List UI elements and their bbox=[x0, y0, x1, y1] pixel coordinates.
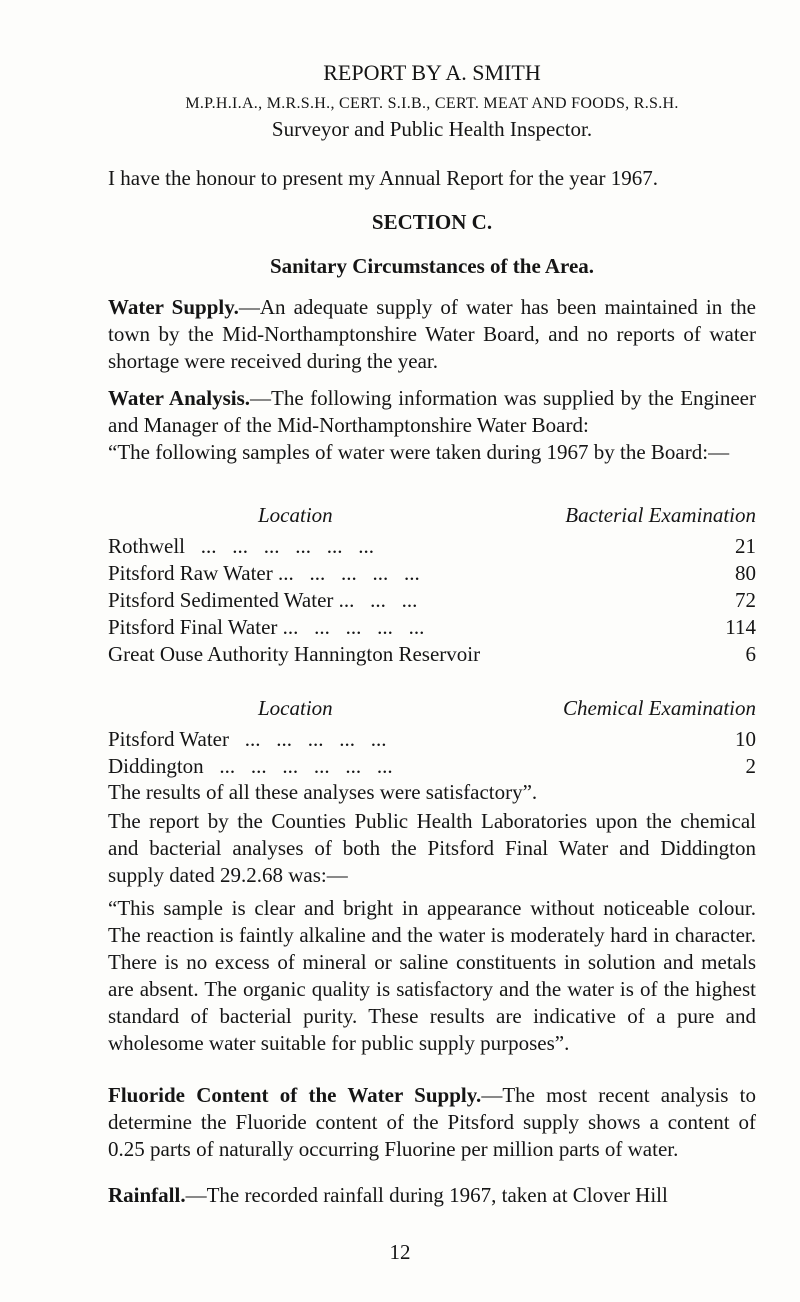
table-row bbox=[108, 641, 756, 668]
fluoride-text: —The most recent analysis to determine the Fluoride content of the Pitsford supply shows a content of 0.25 parts of naturally occurring Fluorine per million parts of water. bbox=[108, 1083, 756, 1161]
water-analysis-label: Water Analysis. bbox=[108, 386, 251, 410]
table-row bbox=[108, 753, 756, 780]
report-title: REPORT BY A. SMITH bbox=[323, 60, 541, 85]
intro-paragraph: I have the honour to present my Annual Report for the year 1967. bbox=[108, 166, 658, 190]
rainfall-label: Rainfall. bbox=[108, 1183, 186, 1207]
fluoride-label: Fluoride Content of the Water Supply. bbox=[108, 1083, 482, 1107]
water-supply-text: —An adequate supply of water has been maintained in the town by the Mid-Northamptonshire Water Board, and no reports of water shortage were received during the year. bbox=[108, 295, 757, 373]
chemical-col-location: Location bbox=[258, 696, 333, 720]
row-value: 2 bbox=[745, 754, 756, 778]
fluoride-paragraph bbox=[108, 1082, 756, 1163]
row-location: Pitsford Raw Water ... ... ... ... ... bbox=[108, 561, 420, 585]
row-location: Great Ouse Authority Hannington Reservoir bbox=[108, 642, 481, 666]
bacterial-table bbox=[108, 503, 756, 668]
chemical-table bbox=[108, 696, 756, 780]
water-supply-paragraph bbox=[108, 294, 756, 375]
bacterial-table-header bbox=[108, 503, 756, 528]
rainfall-text: —The recorded rainfall during 1967, taken at Clover Hill bbox=[185, 1183, 668, 1207]
row-location: Pitsford Final Water ... ... ... ... ... bbox=[108, 615, 425, 639]
laboratory-report-paragraph: The report by the Counties Public Health Laboratories upon the chemical and bacterial analyses of both the Pitsford Final Water and Diddington supply dated 29.2.68 was:— bbox=[108, 809, 756, 887]
water-analysis-text: —The following information was supplied by the Engineer and Manager of the Mid-Northamptonshire Water Board: bbox=[108, 386, 756, 437]
row-value: 72 bbox=[735, 588, 756, 612]
table-row bbox=[108, 533, 756, 560]
table-row bbox=[108, 614, 756, 641]
results-line: The results of all these analyses were satisfactory”. bbox=[108, 780, 538, 804]
water-analysis-paragraph bbox=[108, 385, 756, 439]
row-value: 114 bbox=[725, 615, 756, 639]
quote-intro: “The following samples of water were taken during 1967 by the Board:— bbox=[108, 440, 730, 464]
sample-quote-paragraph: “This sample is clear and bright in appearance without noticeable colour. The reaction is faintly alkaline and the water is moderately hard in character. There is no excess of mineral or saline constituents in solution and metals are absent. The organic quality is satisfactory and the water is of the highest standard of bacterial purity. These results are indicative of a pure and wholesome water suitable for public supply purposes”. bbox=[108, 896, 756, 1055]
chemical-table-header bbox=[108, 696, 756, 721]
row-location: Diddington ... ... ... ... ... ... bbox=[108, 754, 393, 778]
row-value: 21 bbox=[735, 534, 756, 558]
section-title: SECTION C. bbox=[371, 210, 493, 234]
section-subtitle: Sanitary Circumstances of the Area. bbox=[269, 254, 595, 278]
row-value: 80 bbox=[735, 561, 756, 585]
row-value: 6 bbox=[745, 642, 756, 666]
bacterial-col-location: Location bbox=[258, 503, 333, 527]
row-location: Pitsford Water ... ... ... ... ... bbox=[108, 727, 387, 751]
row-value: 10 bbox=[735, 727, 756, 751]
rainfall-paragraph bbox=[108, 1182, 756, 1209]
qualifications: M.P.H.I.A., M.R.S.H., CERT. S.I.B., CERT. MEAT AND FOODS, R.S.H. bbox=[185, 95, 679, 112]
row-location: Pitsford Sedimented Water ... ... ... bbox=[108, 588, 418, 612]
page-number: 12 bbox=[389, 1240, 411, 1264]
row-location: Rothwell ... ... ... ... ... ... bbox=[108, 534, 374, 558]
table-row bbox=[108, 560, 756, 587]
report-header bbox=[108, 60, 756, 142]
author-role: Surveyor and Public Health Inspector. bbox=[271, 117, 593, 141]
bacterial-col-exam: Bacterial Examination bbox=[565, 503, 756, 527]
water-supply-label: Water Supply. bbox=[108, 295, 239, 319]
table-row bbox=[108, 587, 756, 614]
table-row bbox=[108, 726, 756, 753]
chemical-col-exam: Chemical Examination bbox=[562, 696, 756, 720]
